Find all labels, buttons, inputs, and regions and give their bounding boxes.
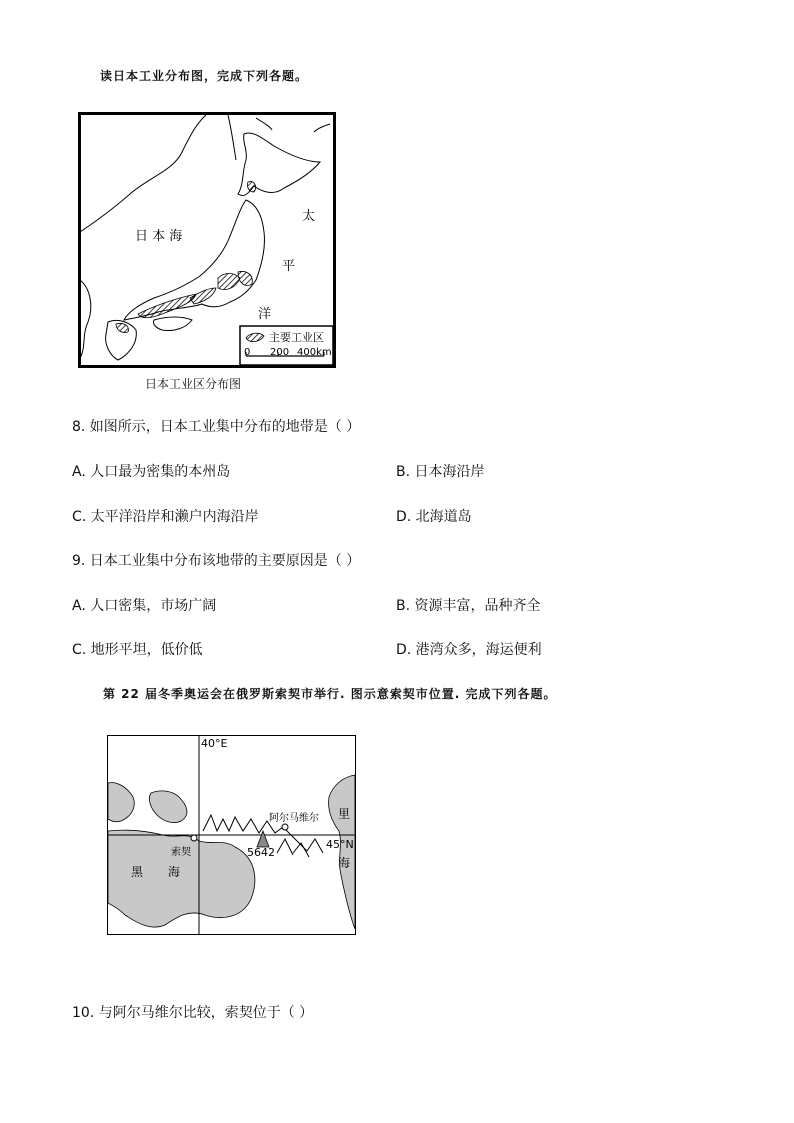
caspian-label-1: 里 <box>338 807 351 821</box>
longitude-label: 40°E <box>201 737 228 750</box>
ocean-char-1: 太 <box>302 209 316 224</box>
japan-industry-map <box>78 112 336 368</box>
sochi-marker <box>191 835 197 841</box>
intro-text-1: 读日本工业分布图，完成下列各题。 <box>100 69 309 83</box>
legend-label: 主要工业区 <box>269 331 324 344</box>
question-9-option-a: A. 人口密集，市场广阔 <box>72 598 217 614</box>
question-9-option-b: B. 资源丰富，品种齐全 <box>396 598 541 614</box>
armavir-marker <box>282 824 288 830</box>
question-8-stem: 8. 如图所示，日本工业集中分布的地带是（ ） <box>72 419 361 435</box>
question-9-stem: 9. 日本工业集中分布该地带的主要原因是（ ） <box>72 553 361 569</box>
black-sea-label-1: 黑 <box>131 865 144 879</box>
elevation-label: 5642 <box>247 846 275 859</box>
sochi-label: 索契 <box>171 847 191 858</box>
latitude-label: 45°N <box>326 838 354 851</box>
scale-tick-0: 0 <box>244 347 251 358</box>
question-8-option-a: A. 人口最为密集的本州岛 <box>72 464 231 480</box>
map1-caption: 日本工业区分布图 <box>145 377 242 391</box>
question-8-option-c: C. 太平洋沿岸和濑户内海沿岸 <box>72 509 259 525</box>
question-8-option-d: D. 北海道岛 <box>396 509 472 525</box>
scale-tick-200: 200 <box>270 347 290 358</box>
ocean-char-3: 洋 <box>258 307 272 322</box>
armavir-label: 阿尔马维尔 <box>269 813 319 824</box>
ocean-char-2: 平 <box>282 259 296 274</box>
sea-of-japan-label: 日 本 海 <box>135 229 183 244</box>
intro-text-2: 第 22 届冬季奥运会在俄罗斯索契市举行. 图示意索契市位置. 完成下列各题。 <box>103 687 557 701</box>
question-9-option-d: D. 港湾众多，海运便利 <box>396 642 542 658</box>
sochi-location-map <box>107 735 357 937</box>
question-10-stem: 10. 与阿尔马维尔比较，索契位于（ ） <box>72 1005 314 1021</box>
question-8-option-b: B. 日本海沿岸 <box>396 464 485 480</box>
question-9-option-c: C. 地形平坦，低价低 <box>72 642 203 658</box>
scale-tick-400: 400km <box>297 347 332 358</box>
black-sea-label-2: 海 <box>168 865 181 879</box>
caspian-label-2: 海 <box>338 856 351 870</box>
